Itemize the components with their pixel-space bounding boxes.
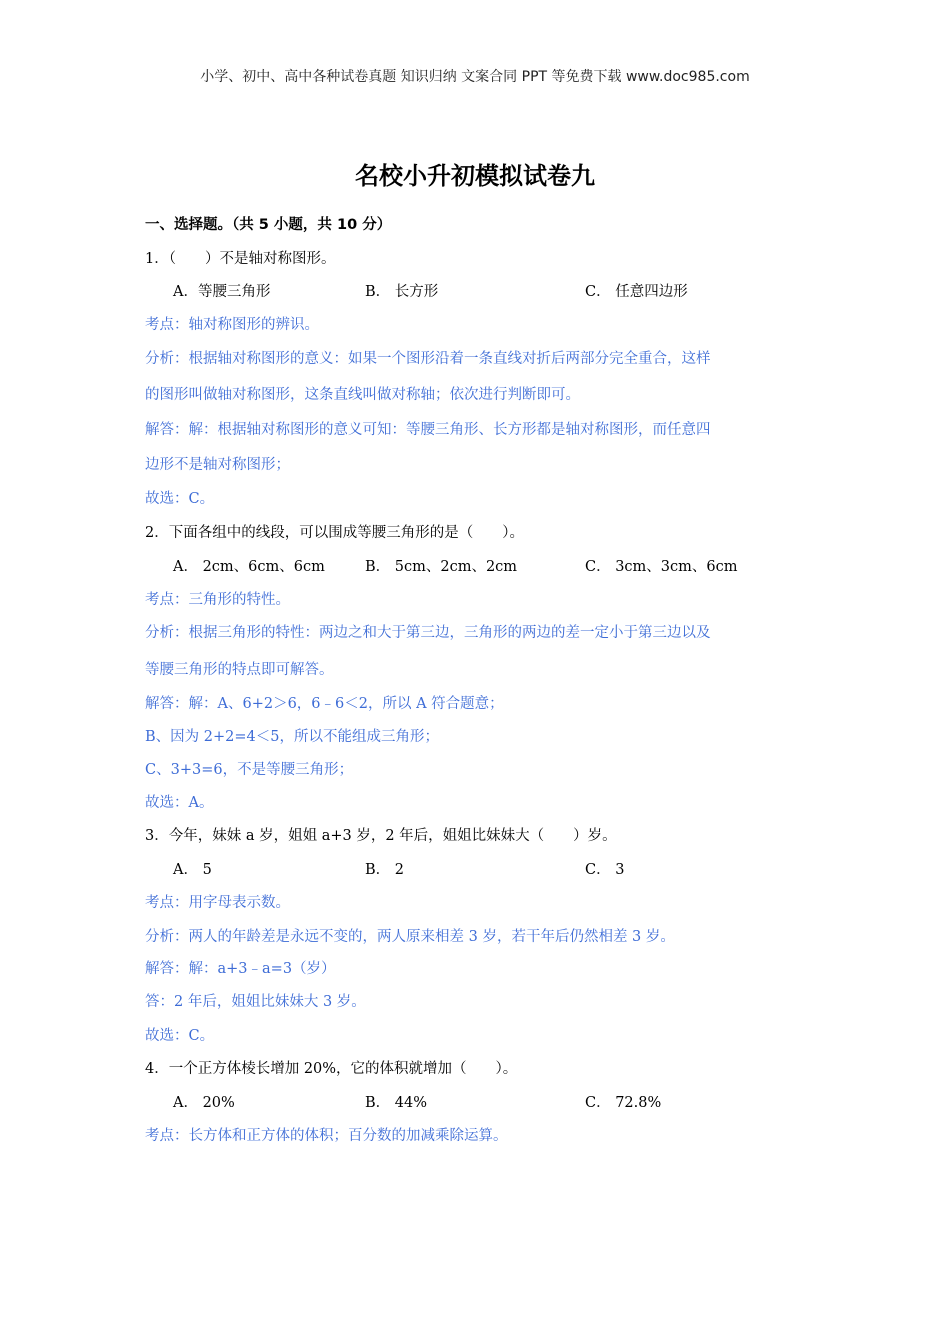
q4-option-c: C． 72.8%: [585, 1095, 662, 1111]
q3-answer: 故选：C。: [145, 1028, 215, 1044]
q2-fenxi-1: 分析：根据三角形的特性：两边之和大于第三边，三角形的两边的差一定小于第三边以及: [145, 625, 711, 641]
q3-option-a: A． 5: [173, 862, 212, 878]
q1-option-b: B． 长方形: [365, 284, 439, 300]
q4-kaodian: 考点：长方体和正方体的体积；百分数的加减乘除运算。: [145, 1128, 508, 1144]
q2-jieda-2: B、因为 2+2=4＜5，所以不能组成三角形；: [145, 729, 439, 745]
q2-option-a: A． 2cm、6cm、6cm: [173, 559, 325, 575]
question-2: 2．下面各组中的线段，可以围成等腰三角形的是（ ）。: [145, 525, 524, 541]
section-heading: 一、选择题。（共 5 小题，共 10 分）: [145, 217, 392, 233]
q2-jieda-1: 解答：解：A、6+2＞6，6﹣6＜2，所以 A 符合题意；: [145, 696, 504, 712]
q1-option-c: C． 任意四边形: [585, 284, 688, 300]
q2-fenxi-2: 等腰三角形的特点即可解答。: [145, 662, 334, 678]
q1-jieda-2: 边形不是轴对称图形；: [145, 457, 290, 473]
q4-option-b: B． 44%: [365, 1095, 427, 1111]
q3-option-c: C． 3: [585, 862, 625, 878]
q3-option-b: B． 2: [365, 862, 404, 878]
q2-option-b: B． 5cm、2cm、2cm: [365, 559, 518, 575]
q1-option-a: A．等腰三角形: [173, 284, 271, 300]
q2-answer: 故选：A。: [145, 795, 214, 811]
q1-fenxi-2: 的图形叫做轴对称图形，这条直线叫做对称轴；依次进行判断即可。: [145, 387, 580, 403]
q1-fenxi-1: 分析：根据轴对称图形的意义：如果一个图形沿着一条直线对折后两部分完全重合，这样: [145, 351, 711, 367]
q1-jieda-1: 解答：解：根据轴对称图形的意义可知：等腰三角形、长方形都是轴对称图形，而任意四: [145, 422, 711, 438]
page-header: 小学、初中、高中各种试卷真题 知识归纳 文案合同 PPT 等免费下载 www.doc985.com: [200, 69, 750, 85]
q2-option-c: C． 3cm、3cm、6cm: [585, 559, 738, 575]
question-1: 1．（ ）不是轴对称图形。: [145, 251, 336, 267]
question-4: 4．一个正方体棱长增加 20%，它的体积就增加（ ）。: [145, 1061, 518, 1077]
question-3: 3．今年，妹妹 a 岁，姐姐 a+3 岁，2 年后，姐姐比妹妹大（ ）岁。: [145, 828, 617, 844]
q4-option-a: A． 20%: [173, 1095, 235, 1111]
page-title: 名校小升初模拟试卷九: [355, 162, 595, 190]
q2-jieda-3: C、3+3=6，不是等腰三角形；: [145, 762, 354, 778]
q3-jieda-2: 答：2 年后，姐姐比妹妹大 3 岁。: [145, 994, 366, 1010]
q1-kaodian: 考点：轴对称图形的辨识。: [145, 317, 319, 333]
q3-fenxi-1: 分析：两人的年龄差是永远不变的，两人原来相差 3 岁，若干年后仍然相差 3 岁。: [145, 929, 675, 945]
q1-answer: 故选：C。: [145, 491, 215, 507]
q2-kaodian: 考点：三角形的特性。: [145, 592, 290, 608]
q3-kaodian: 考点：用字母表示数。: [145, 895, 290, 911]
q3-jieda-1: 解答：解：a+3﹣a=3（岁）: [145, 961, 336, 977]
